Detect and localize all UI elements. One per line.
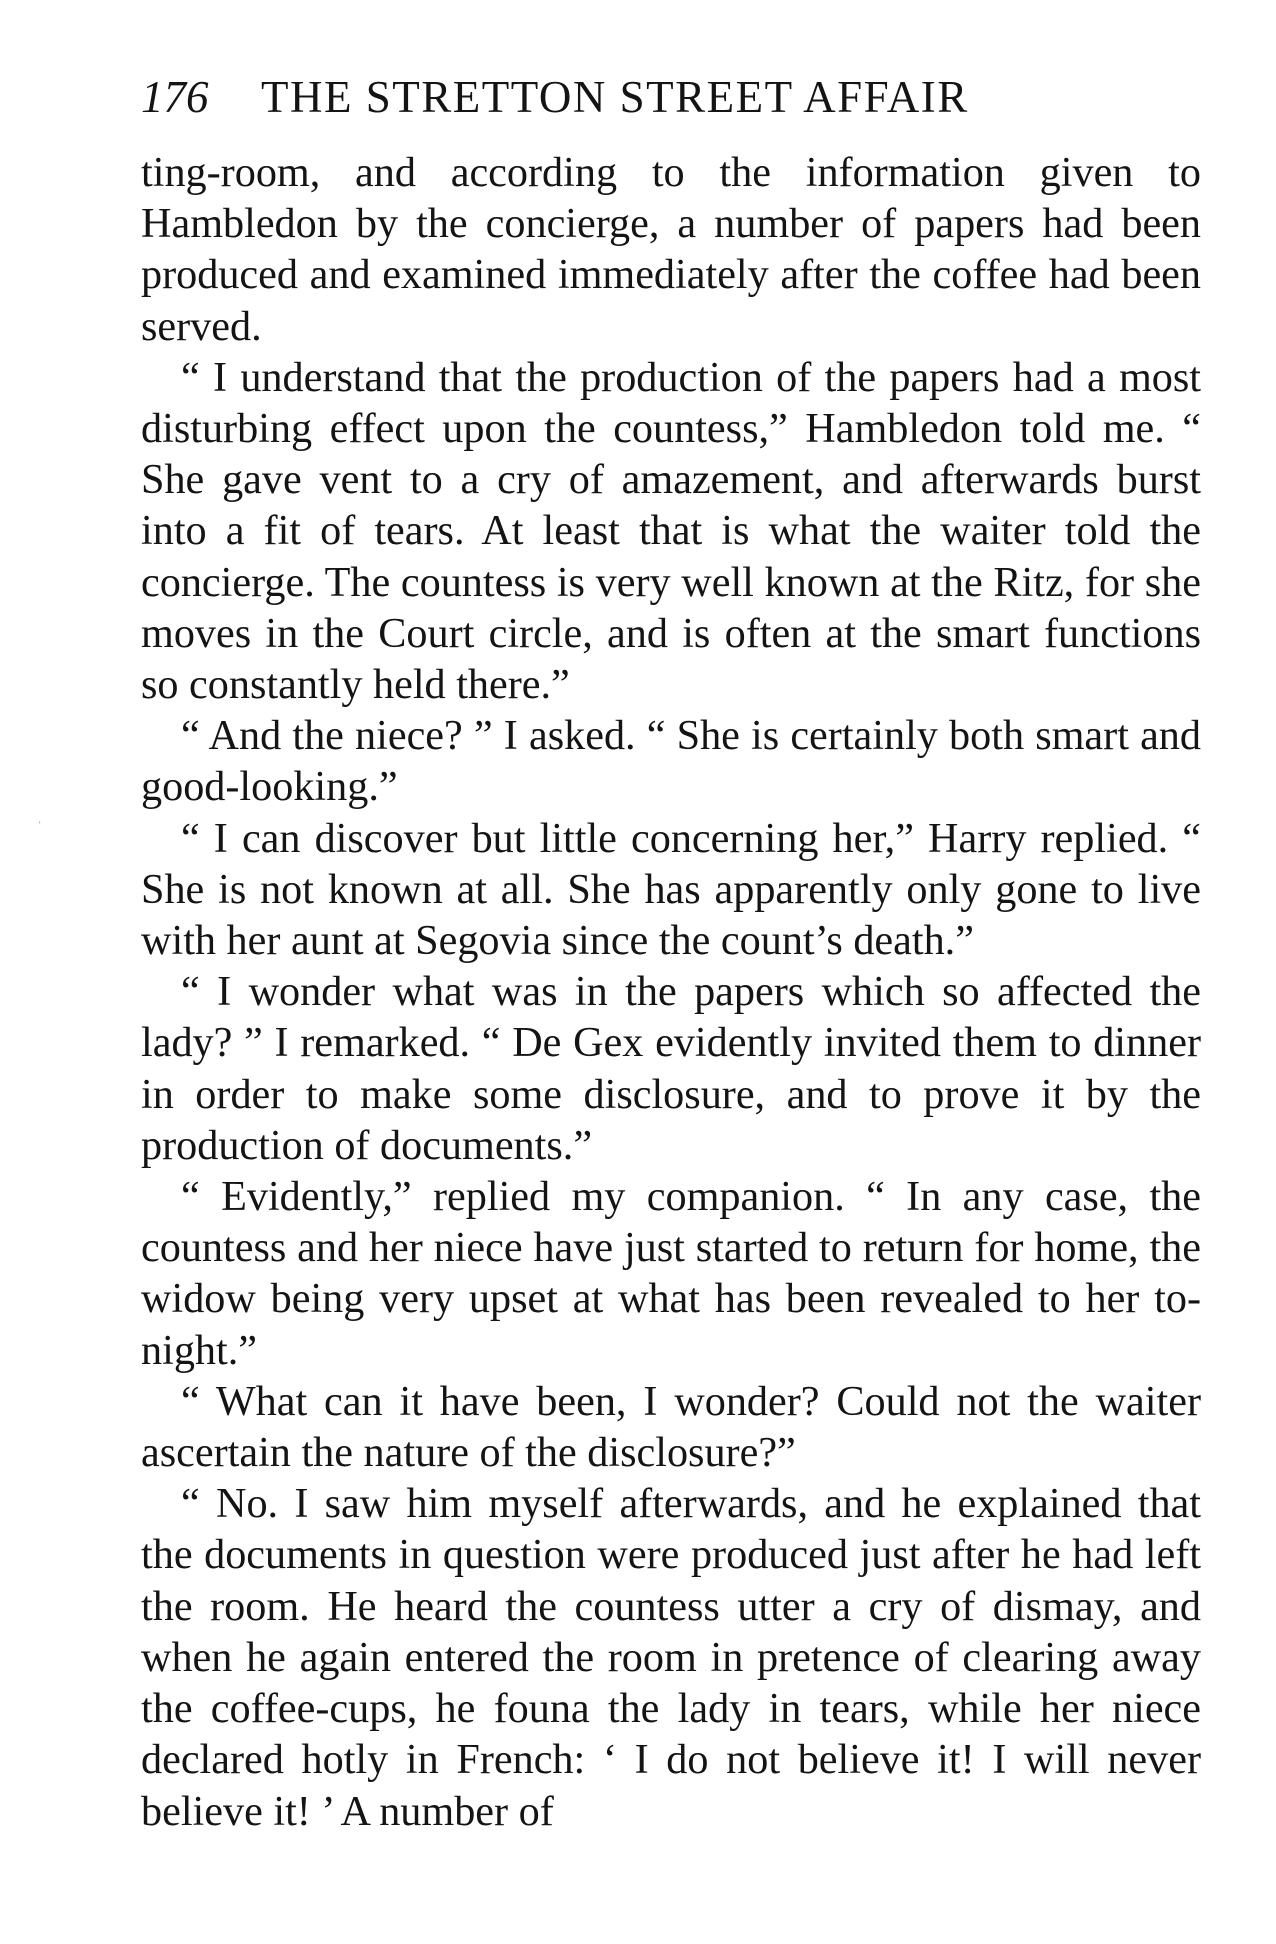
paragraph: “ I wonder what was in the papers which so affected the lady? ” I remarked. “ De Gex evidently invited them to dinner in order to make some disclosure, and to prove it by the production of documents.” — [141, 968, 1201, 1169]
paragraph-continuation: ting-room, and according to the information given to Hambledon by the concierge, a number of papers had been produced and examined immediately after the coffee had been served. — [141, 149, 1201, 350]
paragraph: “ What can it have been, I wonder? Could not the waiter ascertain the nature of the disclosure?” — [141, 1377, 1201, 1477]
paragraph: “ I understand that the production of the papers had a most disturbing effect upon the countess,” Hambledon told me. “ She gave vent to a cry of amazement, and afterwards burst into a fit of tears. At least that is what the waiter told the concierge. The countess is very well known at the Ritz, for she moves in the Court circle, and is often at the smart functions so constantly held there.” — [141, 353, 1201, 709]
body-text — [141, 147, 1201, 1837]
margin-speck: ᾿ — [38, 821, 42, 832]
page-number: 176 — [141, 72, 209, 122]
paragraph: “ No. I saw him myself afterwards, and he explained that the documents in question were produced just after he had left the room. He heard the countess utter a cry of dismay, and when he again entered the room in pretence of clearing away the coffee-cups, he founa the lady in tears, while her niece declared hotly in French: ‘ I do not believe it! I will never believe it! ’ A number of — [141, 1480, 1201, 1835]
paragraph: “ I can discover but little concerning her,” Harry replied. “ She is not known at all. She has apparently only gone to live with her aunt at Segovia since the count’s death.” — [141, 814, 1201, 965]
running-head — [141, 62, 1201, 132]
book-title: THE STRETTON STREET AFFAIR — [261, 72, 969, 122]
paragraph: “ Evidently,” replied my companion. “ In any case, the countess and her niece have just started to return for home, the widow being very upset at what has been revealed to her to-night.” — [141, 1173, 1201, 1374]
paragraph: “ And the niece? ” I asked. “ She is certainly both smart and good-looking.” — [141, 712, 1201, 811]
